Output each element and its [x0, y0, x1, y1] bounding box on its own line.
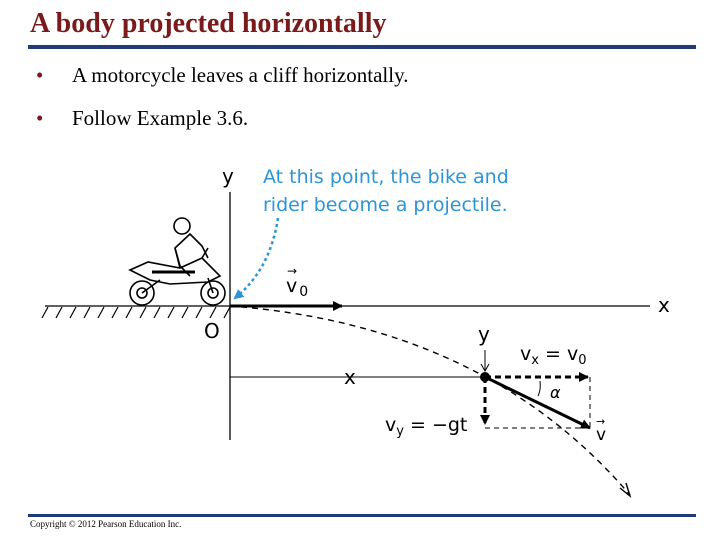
bullet-marker: •	[36, 106, 44, 130]
angle-arc	[538, 381, 540, 396]
v-label: v	[596, 425, 607, 445]
origin-label: O	[204, 319, 220, 343]
y-axis-label: y	[222, 164, 234, 188]
bullet-text: A motorcycle leaves a cliff horizontally.	[72, 63, 409, 87]
v-vector-sign: →	[596, 415, 606, 428]
copyright-text: Copyright © 2012 Pearson Education Inc.	[30, 519, 182, 529]
callout-text-line1: At this point, the bike and	[263, 166, 509, 188]
velocity-arrow	[485, 377, 590, 428]
y-guide-label: y	[478, 322, 490, 346]
x-guide-label: x	[344, 365, 356, 389]
alpha-label: α	[550, 383, 561, 402]
bullet-list	[36, 60, 408, 146]
bullet-item	[36, 60, 408, 103]
slide-title: A body projected horizontally	[30, 8, 387, 39]
footer-rule	[28, 514, 696, 517]
v0-vector-sign: →	[287, 264, 298, 278]
bullet-marker: •	[36, 63, 44, 87]
bike-position-dot	[480, 372, 490, 382]
trajectory-curve	[230, 306, 630, 495]
callout-arrow	[235, 218, 278, 298]
x-axis-label: x	[658, 293, 670, 317]
bullet-item	[36, 103, 408, 146]
projectile-figure	[30, 150, 700, 510]
callout-text-line2: rider become a projectile.	[263, 194, 508, 216]
bullet-text: Follow Example 3.6.	[72, 106, 249, 130]
motorcycle-rider-icon	[130, 218, 225, 305]
title-underline	[28, 45, 696, 49]
vy-label: $v_y = -gt$	[385, 414, 468, 439]
v0-label: v $_0$	[286, 275, 309, 300]
cliff-hatching	[42, 307, 230, 318]
vx-label: $v_x = v_0$	[520, 343, 587, 368]
